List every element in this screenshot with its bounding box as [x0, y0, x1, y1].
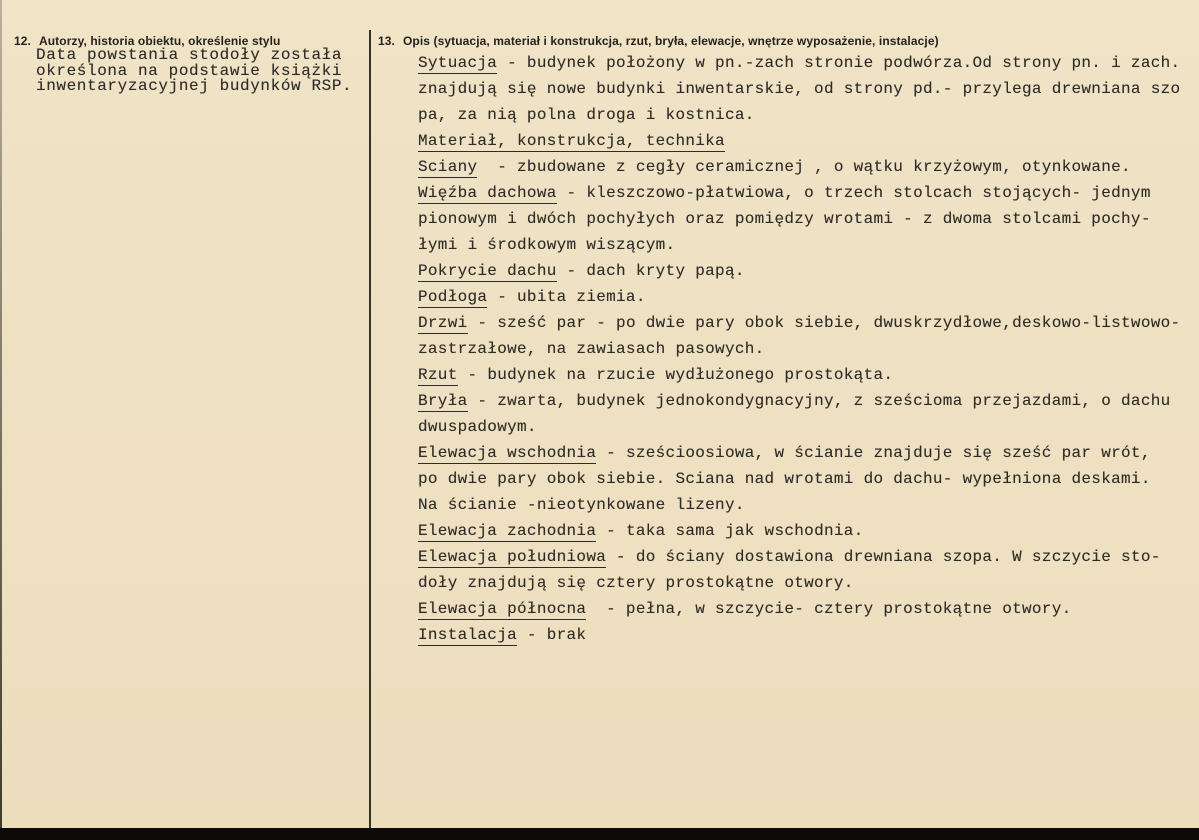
typed-line: pa, za nią polna droga i kostnica. [418, 106, 755, 124]
typed-line: Bryła - zwarta, budynek jednokondygnacyjny, z sześcioma przejazdami, o dachu [418, 392, 1171, 410]
typed-line: Na ścianie -nieotynkowane lizeny. [418, 496, 745, 514]
typed-line: łymi i środkowym wiszącym. [418, 236, 676, 254]
typed-line: zastrzałowe, na zawiasach pasowych. [418, 340, 765, 358]
typed-line: Drzwi - sześć par - po dwie pary obok siebie, dwuskrzydłowe,deskowo-listwowo- [418, 314, 1181, 332]
typed-line: doły znajdują się cztery prostokątne otwory. [418, 574, 854, 592]
section13-title: Opis (sytuacja, materiał i konstrukcja, rzut, bryła, elewacje, wnętrze wyposażenie, instalacje) [402, 34, 939, 48]
section12-title: Autorzy, historia obiektu, określenie stylu [38, 34, 281, 48]
typed-term: Sytuacja [418, 54, 498, 72]
typed-line: Sytuacja - budynek położony w pn.-zach stronie podwórza.Od strony pn. i zach. [418, 54, 1181, 72]
typed-term: Więźba dachowa [418, 184, 557, 202]
typed-line: Instalacja - brak [418, 626, 587, 644]
scan-left-edge [0, 0, 2, 840]
typed-term: Elewacja zachodnia [418, 522, 597, 540]
section13-header [378, 34, 939, 48]
typed-line: określona na podstawie książki [36, 61, 343, 80]
typed-term: Instalacja [418, 626, 518, 644]
typed-line [418, 128, 1196, 154]
typed-line: Podłoga - ubita ziemia. [418, 288, 646, 306]
typed-line: pionowym i dwóch pochyłych oraz pomiędzy wrotami - z dwoma stolcami pochy- [418, 210, 1151, 228]
typed-term: Rzut [418, 366, 458, 384]
scan-bottom-edge [0, 828, 1199, 840]
typed-line: Elewacja południowa - do ściany dostawiona drewniana szopa. W szczycie sto- [418, 548, 1161, 566]
column-divider [369, 30, 371, 828]
typed-line: Więźba dachowa - kleszczowo-płatwiowa, o trzech stolcach stojących- jednym [418, 184, 1151, 202]
typed-term: Sciany [418, 158, 478, 176]
typed-line: Rzut - budynek na rzucie wydłużonego prostokąta. [418, 366, 894, 384]
typed-line: Elewacja zachodnia - taka sama jak wschodnia. [418, 522, 864, 540]
typed-line: znajdują się nowe budynki inwentarskie, od strony pd.- przylega drewniana szo [418, 80, 1181, 98]
typed-term: Bryła [418, 392, 468, 410]
typed-term: Podłoga [418, 288, 488, 306]
section13-typed-text [418, 50, 1196, 648]
section12-number: 12. [14, 34, 31, 48]
typed-line: inwentaryzacyjnej budynków RSP. [36, 77, 353, 95]
typed-line: Data powstania stodoły została [36, 46, 343, 64]
typed-term: Elewacja północna [418, 600, 587, 618]
typed-term: Drzwi [418, 314, 468, 332]
typed-line: Elewacja wschodnia - sześcioosiowa, w ścianie znajduje się sześć par wrót, [418, 444, 1151, 462]
typed-line: dwuspadowym. [418, 418, 537, 436]
section12-typed-text [36, 48, 366, 95]
typed-line: Sciany - zbudowane z cegły ceramicznej , o wątku krzyżowym, otynkowane. [418, 158, 1131, 176]
typed-term: Elewacja południowa [418, 548, 607, 566]
typed-term: Pokrycie dachu [418, 262, 557, 280]
section13-number: 13. [378, 34, 395, 48]
typed-term: Elewacja wschodnia [418, 444, 597, 462]
typed-term: Materiał, konstrukcja, technika [418, 132, 725, 150]
typed-line: Elewacja północna - pełna, w szczycie- cztery prostokątne otwory. [418, 600, 1072, 618]
typed-line: Pokrycie dachu - dach kryty papą. [418, 262, 745, 280]
typed-line: po dwie pary obok siebie. Sciana nad wrotami do dachu- wypełniona deskami. [418, 470, 1151, 488]
